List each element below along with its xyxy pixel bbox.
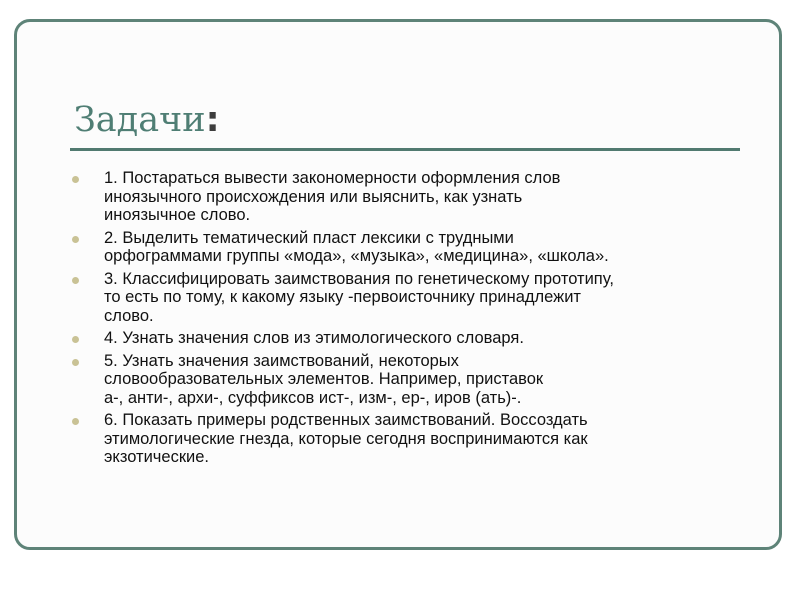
task-text-1: 1. Постараться вывести закономерности оформления слов иноязычного происхождения или выяснить, как узнать иноязычное слово.: [104, 169, 561, 224]
task-item-1: [72, 169, 742, 225]
bullet-icon: [72, 336, 79, 343]
task-item-4: [72, 329, 742, 348]
bullet-icon: [72, 359, 79, 366]
slide-title-colon: :: [205, 100, 220, 140]
task-item-5: [72, 352, 742, 408]
task-text-3: 3. Классифицировать заимствования по генетическому прототипу, то есть по тому, к какому языку -первоисточнику принадлежит слово.: [104, 269, 614, 325]
task-text-2: 2. Выделить тематический пласт лексики с трудными орфограммами группы «мода», «музыка», «медицина», «школа».: [104, 228, 609, 265]
bullet-icon: [72, 277, 79, 284]
bullet-icon: [72, 236, 79, 243]
task-item-3: [72, 270, 742, 326]
task-text-5: 5. Узнать значения заимствований, некоторых словообразовательных элементов. Например, приставок а-, анти-, архи-, суффиксов ист-, изм-, ер-, иров (ать)-.: [104, 351, 544, 407]
task-item-2: [72, 229, 742, 266]
bullet-icon: [72, 176, 79, 183]
bullet-icon: [72, 418, 79, 425]
task-text-4: 4. Узнать значения слов из этимологического словаря.: [104, 329, 524, 347]
title-divider: [70, 148, 740, 151]
slide-title-text: Задачи: [74, 100, 206, 140]
slide-title: [74, 100, 220, 140]
task-list: [72, 169, 742, 471]
task-text-6: 6. Показать примеры родственных заимствований. Воссоздать этимологические гнезда, которые сегодня воспринимаются как экзотические.: [104, 411, 588, 466]
task-item-6: [72, 411, 742, 467]
